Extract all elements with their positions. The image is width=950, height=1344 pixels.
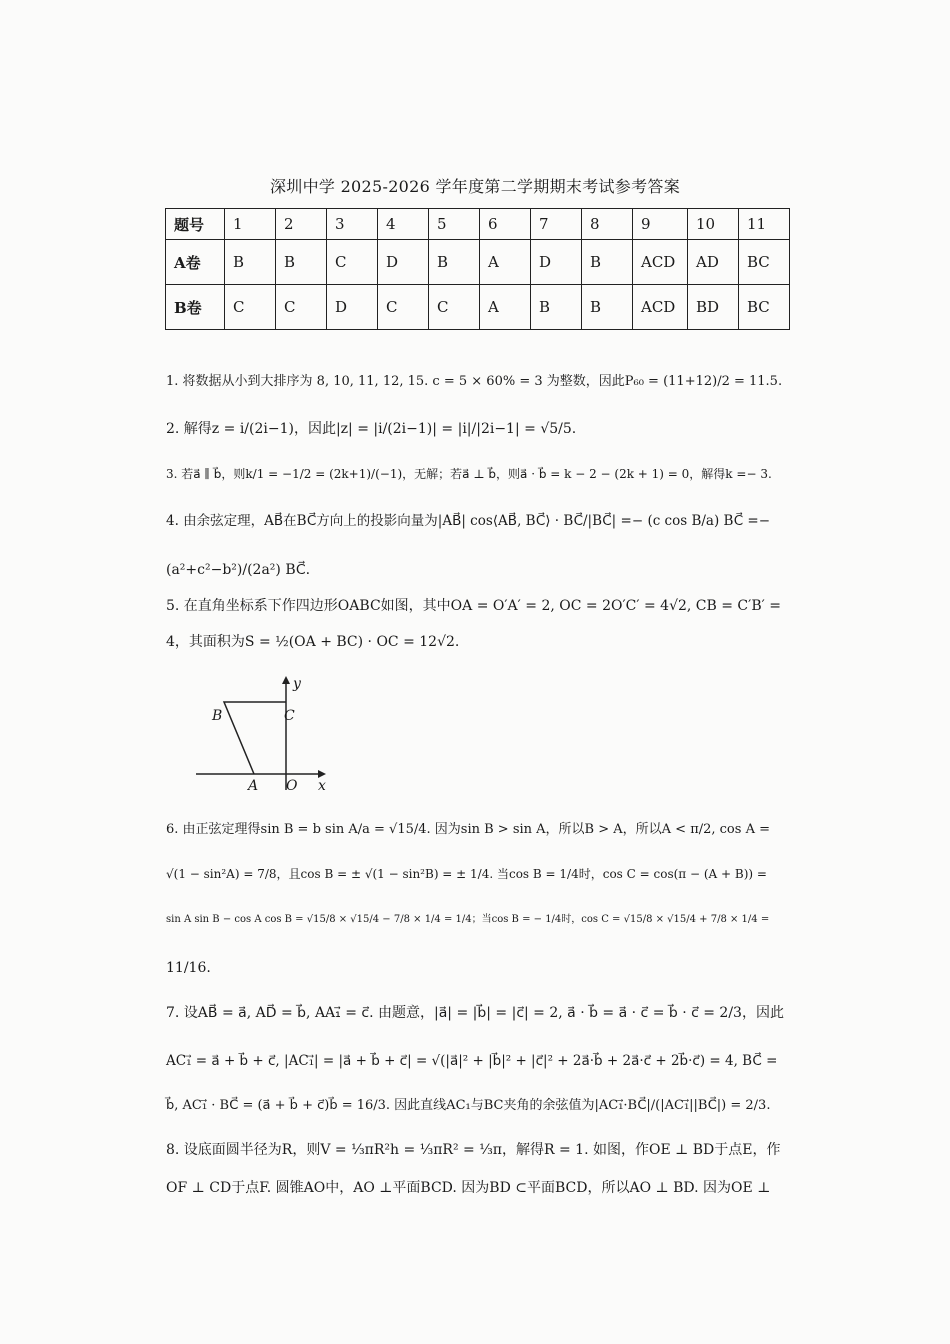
answer-cell: B (225, 240, 276, 285)
label-b: B (212, 708, 223, 724)
table-row-b (166, 285, 790, 330)
solution-6-line-4: 11/16. (166, 960, 211, 976)
quadrilateral-figure (190, 672, 350, 804)
solution-6-line-1: 6. 由正弦定理得sin B = b sin A/a = √15/4. 因为sin B > sin A，所以B > A，所以A < π/2, cos A = (166, 822, 770, 837)
header-cell: 7 (531, 209, 582, 240)
answer-cell: D (378, 240, 429, 285)
answer-cell: C (225, 285, 276, 330)
quadrilateral-diagram (190, 672, 350, 800)
answer-cell: ACD (633, 240, 688, 285)
label-a: A (248, 778, 259, 794)
header-cell: 2 (276, 209, 327, 240)
answer-cell: AD (688, 240, 739, 285)
header-cell: 10 (688, 209, 739, 240)
header-cell: 6 (480, 209, 531, 240)
quadrilateral-edges (224, 702, 286, 774)
solution-6-line-3: sin A sin B − cos A cos B = √15/8 × √15/4 − 7/8 × 1/4 = 1/4；当cos B = − 1/4时，cos C = √15/8 × √15/4 + 7/8 × 1/4 = (166, 914, 770, 925)
solution-8-line-1: 8. 设底面圆半径为R，则V = ⅓πR²h = ⅓πR² = ⅓π，解得R = 1. 如图，作OE ⊥ BD于点E，作 (166, 1142, 781, 1158)
answer-table (165, 208, 790, 330)
solution-4-line-2: (a²+c²−b²)/(2a²) BC⃗. (166, 562, 311, 578)
answer-cell: B (582, 285, 633, 330)
header-cell: 5 (429, 209, 480, 240)
table-row-a (166, 240, 790, 285)
y-axis-arrow (282, 676, 290, 684)
answer-cell: B (531, 285, 582, 330)
header-cell: 4 (378, 209, 429, 240)
answer-cell: BC (739, 285, 790, 330)
answer-cell: BC (739, 240, 790, 285)
solution-7-line-1: 7. 设AB⃗ = a⃗, AD⃗ = b⃗, AA₁⃗ = c⃗. 由题意，|a⃗| = |b⃗| = |c⃗| = 2, a⃗ · b⃗ = a⃗ · c⃗ = b⃗ · c⃗ = 2/3，因此 (166, 1005, 784, 1021)
label-y: y (293, 676, 301, 692)
answer-cell: B (429, 240, 480, 285)
header-cell: 3 (327, 209, 378, 240)
page-title: 深圳中学 2025-2026 学年度第二学期期末考试参考答案 (269, 177, 681, 196)
header-cell: 9 (633, 209, 688, 240)
solution-7-line-2: AC₁⃗ = a⃗ + b⃗ + c⃗, |AC₁⃗| = |a⃗ + b⃗ + c⃗| = √(|a⃗|² + |b⃗|² + |c⃗|² + 2a⃗·b⃗ + 2a⃗·c⃗ + 2b⃗·c⃗) = 4, BC⃗ = (166, 1053, 778, 1069)
table-header-row (166, 209, 790, 240)
answer-cell: A (480, 240, 531, 285)
answer-cell: BD (688, 285, 739, 330)
row-label: B卷 (166, 285, 225, 330)
solution-6-line-2: √(1 − sin²A) = 7/8，且cos B = ± √(1 − sin²B) = ± 1/4. 当cos B = 1/4时，cos C = cos(π − (A + B)) = (166, 867, 767, 881)
row-label: A卷 (166, 240, 225, 285)
label-c: C (284, 708, 295, 724)
answer-cell: A (480, 285, 531, 330)
answer-cell: C (429, 285, 480, 330)
solution-8-line-2: OF ⊥ CD于点F. 圆锥AO中，AO ⊥平面BCD. 因为BD ⊂平面BCD，所以AO ⊥ BD. 因为OE ⊥ (166, 1180, 771, 1196)
solution-5-line-1: 5. 在直角坐标系下作四边形OABC如图，其中OA = O′A′ = 2, OC = 2O′C′ = 4√2, CB = C′B′ = (166, 598, 781, 614)
solution-5-line-2: 4，其面积为S = ½(OA + BC) · OC = 12√2. (166, 634, 460, 650)
header-cell: 11 (739, 209, 790, 240)
answer-cell: D (531, 240, 582, 285)
header-cell: 8 (582, 209, 633, 240)
header-cell: 题号 (166, 209, 225, 240)
solution-7-line-3: b⃗, AC₁⃗ · BC⃗ = (a⃗ + b⃗ + c⃗)b⃗ = 16/3. 因此直线AC₁与BC夹角的余弦值为|AC₁⃗·BC⃗|/(|AC₁⃗||BC⃗|) = 2/3. (166, 1098, 771, 1113)
answer-cell: D (327, 285, 378, 330)
label-o: O (286, 778, 298, 794)
header-cell: 1 (225, 209, 276, 240)
answer-cell: C (276, 285, 327, 330)
solution-2: 2. 解得z = i/(2i−1)，因此|z| = |i/(2i−1)| = |i|/|2i−1| = √5/5. (166, 421, 577, 437)
x-axis-arrow (318, 770, 326, 778)
answer-cell: B (582, 240, 633, 285)
solution-1: 1. 将数据从小到大排序为 8, 10, 11, 12, 15. c = 5 × 60% = 3 为整数，因此P₆₀ = (11+12)/2 = 11.5. (166, 374, 783, 389)
solution-4-line-1: 4. 由余弦定理，AB⃗在BC⃗方向上的投影向量为|AB⃗| cos⟨AB⃗, BC⃗⟩ · BC⃗/|BC⃗| =− (c cos B/a) BC⃗ =− (166, 513, 771, 529)
label-x: x (318, 778, 326, 794)
solution-3: 3. 若a⃗ ∥ b⃗，则k/1 = −1/2 = (2k+1)/(−1)，无解；若a⃗ ⊥ b⃗，则a⃗ · b⃗ = k − 2 − (2k + 1) = 0，解得k =− 3. (166, 467, 772, 481)
answer-cell: C (327, 240, 378, 285)
answer-cell: C (378, 285, 429, 330)
answer-cell: B (276, 240, 327, 285)
answer-cell: ACD (633, 285, 688, 330)
